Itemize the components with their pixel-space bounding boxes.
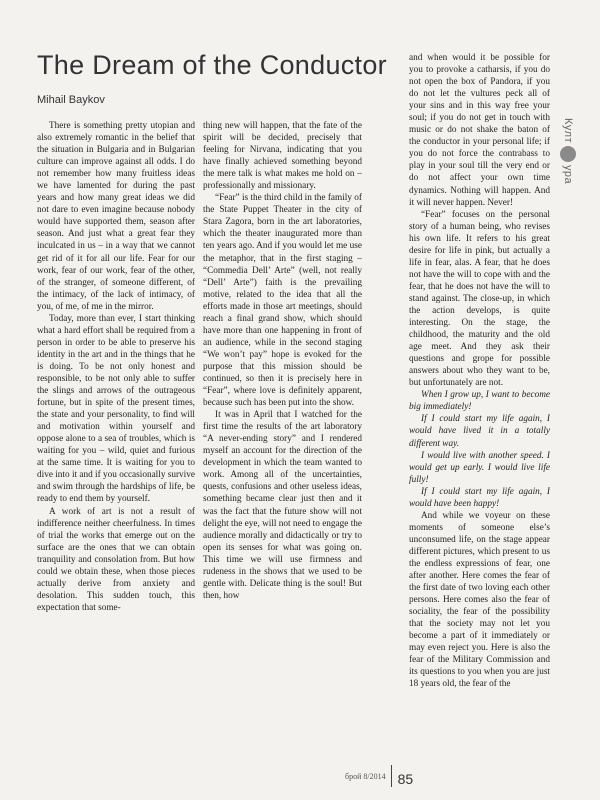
paragraph: It was in April that I watched for the first time the results of the art laboratory “A never-ending story” and I rendered myself an account for the direction of the development in which the team wanted to work. Among all of the uncertainties, quests, confusions and other useless ideas, something became clear just then and it was the fact that the future show will not delight the eye, will not need to engage the audience morally and didactically or try to open its senses for what was going on. This time we will use firmness and rudeness in the shows that we used to be gentle with. Delicate thing is the soul! But then, how: [203, 410, 362, 601]
paragraph: thing new will happen, that the fate of the spirit will be decided, precisely that feeling for Nirvana, indicating that you have finally achieved something beyond the mere talk is what makes me hold on – professionally and missionary.: [203, 121, 362, 192]
section-logo: [555, 118, 581, 208]
section-logo-text-bottom: ура: [562, 165, 574, 185]
theater-mask-icon: [560, 146, 576, 162]
paragraph: And while we voyeur on these moments of someone else’s unconsumed life, on the stage appear different pictures, which present to us the endless expressions of fear, one after another. Here comes the fear of the first date of two loving each other persons. Here comes also the fear of sociality, the fear of the possibility that the society may not let you become a part of it immediately or may even reject you. Here is also the fear of the Military Commission and its questions to you when you are just 18 years old, the fear of the: [409, 510, 550, 690]
paragraph: A work of art is not a result of indifference neither cheerfulness. In times of trial the works that emerge out on the surface are the ones that we can obtain tranquility and consolation from. But how could we obtain these, when those pieces actually derive from anxiety and desolation. This sudden touch, this expectation that some-: [37, 506, 195, 613]
paragraph: If I could start my life again, I would have lived it in a totally different way.: [409, 414, 550, 449]
paragraph: I would live with another speed. I would get up early. I would live life fully!: [409, 450, 550, 485]
paragraph: and when would it be possible for you to provoke a catharsis, if you do not open the box of Pandora, if you do not let the vultures peck all of your sins and in this way free your soul; if you do not get in touch with music or do not shake the baton of the conductor in your personal life; if you do not force the contrabass to play in your soul till the very end or do not affect your own time dynamics. Nothing will happen. And it will never happen. Never!: [409, 53, 550, 208]
page-number: 85: [397, 771, 414, 787]
section-logo-text-top: Култ: [562, 118, 574, 144]
text-column-1: [37, 120, 195, 760]
paragraph: Today, more than ever, I start thinking what a hard effort shall be required from a person in order to be able to preserve his identity in the art and in the things that he is doing. To be not only honest and responsible, to be not only able to suffer the slings and arrows of the outrageous fortune, but in spite of the present times, the state and your personality, to find will and motivation within yourself and oppose alone to a sea of troubles, which is waiting for you – wild, quiet and furious at the same time. It is waiting for you to dive into it and if you occasionally survive and swim through the hardships of life, be ready to end them by yourself.: [37, 313, 195, 505]
issue-label: брой 8/2014: [345, 765, 392, 787]
paragraph: When I grow up, I want to become big immediately!: [409, 390, 550, 413]
paragraph: If I could start my life again, I would have been happy!: [409, 486, 550, 509]
text-column-2: [203, 120, 362, 760]
article-title: The Dream of the Conductor: [37, 50, 387, 80]
paragraph: “Fear” is the third child in the family of the State Puppet Theater in the city of Stara Zagora, born in the art laboratories, which the theater inaugurated more than ten years ago. And if you would let me use the metaphor, that in the first staging – “Commedia Dell’ Arte” (well, not really “Dell’ Arte”) faith is the prevailing motive, related to the idea that all the efforts made in those art meetings, should reach a final grand show, which should have more than one happening in front of an audience, while in the second staging “We won’t pay” hope is evoked for the purpose that this mission should be continued, so then it is precisely here in “Fear”, where love is definitely apparent, because such has been put into the show.: [203, 193, 362, 409]
page-footer: [345, 765, 413, 787]
text-column-3: [409, 52, 550, 777]
article-author: Mihail Baykov: [37, 94, 105, 106]
paragraph: There is something pretty utopian and also extremely romantic in the belief that the situation in Bulgaria and in Bulgarian culture can improve against all odds. I do not remember how many fruitless ideas we have lamented for during the past years and how many great ideas we did not dare to even imagine because nobody would have supported them, season after season. And just what a great fear they inculcated in us – in a way that we cannot get rid of it for all our life. Fear for our work, fear of our work, fear of the other, of the stranger, of someone different, of the intimacy, of the lack of intimacy, of you, of me, of me in the mirror.: [37, 121, 195, 312]
paragraph: “Fear” focuses on the personal story of a human being, who revises his own life. It refers to his great desire for life in pink, but actually a life in fear, alas. A fear, that he does not have the will to cope with and the fear, that he does not have the will to stand against. The close-up, in which the action develops, is quite interesting. On the stage, the childhood, the maturity and the old age meet. And they ask their questions and grope for possible answers about who they want to be, but unfortunately are not.: [409, 209, 550, 389]
